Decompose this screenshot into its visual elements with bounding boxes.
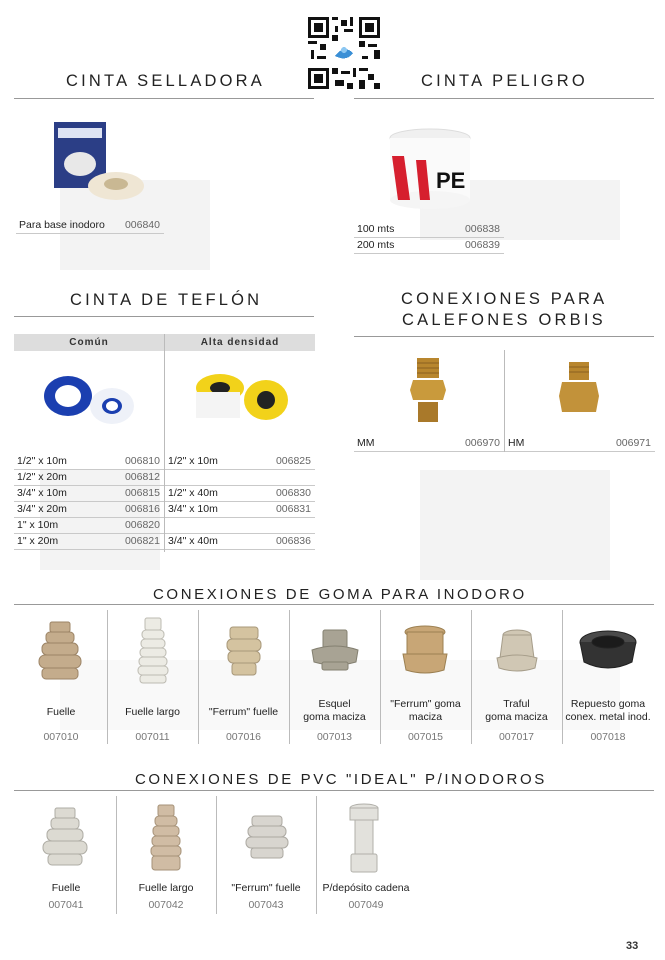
product-image-teflon-comun xyxy=(38,366,142,428)
product-image-calefon-hm xyxy=(558,360,600,420)
product-name: "Ferrum" fuelle xyxy=(208,706,279,718)
row-code: 006830 xyxy=(275,487,311,499)
row-code: 006825 xyxy=(275,455,311,467)
product-name: Repuesto goma xyxy=(570,698,646,710)
row-description: 3/4" x 20m xyxy=(17,503,67,515)
table-row xyxy=(14,454,164,470)
row-code: 006812 xyxy=(124,471,160,483)
row-code: 006839 xyxy=(464,239,500,251)
product-code: 007041 xyxy=(48,899,84,911)
section-title-cinta-peligro: CINTA PELIGRO xyxy=(421,72,588,90)
product-name: "Ferrum" fuelle xyxy=(231,882,301,894)
table-row xyxy=(14,486,164,502)
column-divider xyxy=(316,796,317,914)
row-code: 006971 xyxy=(615,437,651,449)
table-row xyxy=(354,238,504,254)
table-row xyxy=(165,470,315,486)
product-name: Fuelle xyxy=(51,882,81,894)
table-row xyxy=(354,222,504,238)
row-description: 1/2" x 10m xyxy=(17,455,67,467)
product-image-cinta-selladora xyxy=(48,118,148,208)
table-row xyxy=(165,454,315,470)
product-name: Fuelle largo xyxy=(138,882,194,894)
product-image-pvc-fuelle-largo xyxy=(146,804,186,872)
product-code: 007018 xyxy=(590,731,626,743)
product-image-goma-ferrum-maciza xyxy=(400,624,450,678)
column-divider xyxy=(216,796,217,914)
product-code: 007017 xyxy=(498,731,535,743)
product-name-line2: goma maciza xyxy=(303,711,366,723)
section-title-cinta-teflon: CINTA DE TEFLÓN xyxy=(70,291,263,309)
row-code: 006816 xyxy=(124,503,160,515)
row-description: 1" x 20m xyxy=(17,535,59,547)
product-name: "Ferrum" goma xyxy=(390,698,461,710)
section-title-goma: CONEXIONES DE GOMA PARA INODORO xyxy=(153,586,527,603)
divider xyxy=(354,336,654,337)
row-code: 006810 xyxy=(124,455,160,467)
column-divider xyxy=(116,796,117,914)
row-code: 006821 xyxy=(124,535,160,547)
table-row xyxy=(165,486,315,502)
table-row xyxy=(14,534,164,550)
row-description: 200 mts xyxy=(357,239,395,251)
section-title-cinta-selladora: CINTA SELLADORA xyxy=(66,72,265,90)
row-description: 1/2" x 10m xyxy=(168,455,218,467)
product-code: 007049 xyxy=(348,899,384,911)
page-number: 33 xyxy=(626,940,639,952)
product-image-pvc-fuelle xyxy=(40,806,90,868)
row-code: 006840 xyxy=(124,219,160,231)
table-row xyxy=(16,218,164,234)
row-description: MM xyxy=(357,437,375,449)
product-image-goma-esquel xyxy=(310,628,360,672)
product-image-pvc-ferrum-fuelle xyxy=(244,814,290,860)
section-title-pvc: CONEXIONES DE PVC "IDEAL" P/INODOROS xyxy=(135,771,547,788)
product-image-teflon-alta xyxy=(190,366,294,428)
section-title-calefones-line2: CALEFONES ORBIS xyxy=(402,311,606,329)
product-image-goma-fuelle xyxy=(36,620,84,682)
product-code: 007011 xyxy=(135,731,170,743)
product-image-goma-repuesto xyxy=(578,628,638,674)
table-row xyxy=(14,518,164,534)
product-code: 007043 xyxy=(248,899,284,911)
product-code: 007013 xyxy=(316,731,353,743)
product-name-line2: maciza xyxy=(408,711,443,723)
product-image-calefon-mm xyxy=(408,356,448,426)
row-description: Para base inodoro xyxy=(19,219,105,231)
product-name-line2: goma maciza xyxy=(485,711,548,723)
product-image-goma-traful xyxy=(494,628,540,674)
row-description: 3/4" x 10m xyxy=(168,503,218,515)
product-image-pvc-deposito xyxy=(346,802,382,874)
table-row xyxy=(14,502,164,518)
product-code: 007016 xyxy=(225,731,262,743)
tape-print: PE xyxy=(436,168,466,193)
product-image-cinta-peligro xyxy=(384,126,474,212)
table-row xyxy=(165,518,315,534)
row-code: 006831 xyxy=(275,503,311,515)
product-image-goma-fuelle-largo xyxy=(134,617,172,685)
divider xyxy=(14,316,314,317)
row-code: 006838 xyxy=(464,223,500,235)
row-description: 100 mts xyxy=(357,223,395,235)
column-divider xyxy=(198,610,199,744)
table-row xyxy=(354,436,504,452)
table-row xyxy=(14,470,164,486)
row-code: 006970 xyxy=(464,437,500,449)
product-image-goma-ferrum-fuelle xyxy=(224,625,264,677)
row-code: 006836 xyxy=(275,535,311,547)
table-row xyxy=(165,502,315,518)
product-code: 007015 xyxy=(407,731,444,743)
row-description: 3/4" x 10m xyxy=(17,487,67,499)
section-title-calefones-line1: CONEXIONES PARA xyxy=(401,290,608,308)
qr-code xyxy=(308,17,380,89)
product-code: 007010 xyxy=(43,731,79,743)
divider xyxy=(14,790,654,791)
row-description: 3/4" x 40m xyxy=(168,535,218,547)
table-row xyxy=(505,436,655,452)
watermark-block xyxy=(420,470,610,580)
product-name: Fuelle xyxy=(46,706,76,718)
column-divider xyxy=(107,610,108,744)
product-name: Esquel xyxy=(318,698,351,710)
divider xyxy=(14,604,654,605)
row-code: 006815 xyxy=(124,487,160,499)
row-description: HM xyxy=(508,437,525,449)
divider xyxy=(14,98,314,99)
row-description: 1/2" x 20m xyxy=(17,471,67,483)
row-description: 1/2" x 40m xyxy=(168,487,218,499)
product-name-line2: conex. metal inod. xyxy=(565,711,651,723)
product-code: 007042 xyxy=(148,899,184,911)
product-name: Fuelle largo xyxy=(125,706,180,718)
row-code: 006820 xyxy=(124,519,160,531)
table-row xyxy=(165,534,315,550)
column-header-alta-densidad: Alta densidad xyxy=(165,334,315,351)
divider xyxy=(354,98,654,99)
column-header-comun: Común xyxy=(14,334,164,351)
row-description: 1" x 10m xyxy=(17,519,59,531)
product-name: P/depósito cadena xyxy=(322,882,410,894)
product-name: Traful xyxy=(503,698,530,710)
